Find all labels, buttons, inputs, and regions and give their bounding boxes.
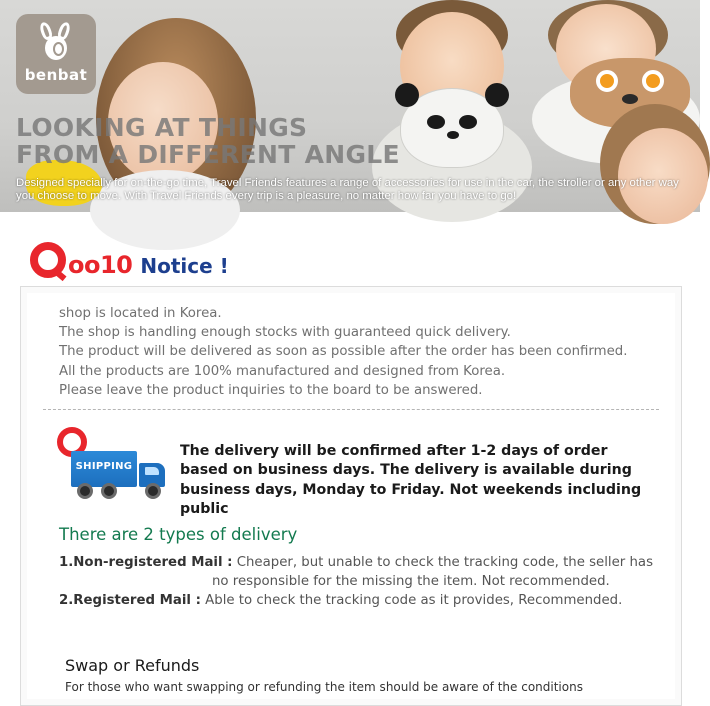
delivery-confirmation-text: The delivery will be confirmed after 1-2 days of order based on business days. The delivery is available during business days, Monday to Friday. Not weekends including public xyxy=(180,443,642,517)
benbat-logo-text: benbat xyxy=(24,66,88,84)
registered-mail-label: 2.Registered Mail : xyxy=(59,593,201,608)
shop-info-line: The product will be delivered as soon as possible after the order has been confirmed. xyxy=(59,344,628,360)
product-banner xyxy=(0,0,700,212)
qoo10-logo xyxy=(30,242,132,278)
shop-info-line: The shop is handling enough stocks with guaranteed quick delivery. xyxy=(59,325,511,341)
notice-title xyxy=(30,234,229,278)
shipping-label: SHIPPING xyxy=(75,461,133,472)
notice-heading: Notice ! xyxy=(140,254,229,278)
qoo10-q-icon xyxy=(30,242,66,278)
truck-wheel xyxy=(145,483,161,499)
banner-headline-line-1: LOOKING AT THINGS xyxy=(16,113,308,142)
truck-wheel xyxy=(101,483,117,499)
banner-description: Designed specially for on-the-go time, Travel Friends features a range of accessories for use in the car, the stroller or any other way you choose to move. With Travel Friends every trip is a pleasure, no matter how far you have to go! xyxy=(16,177,679,202)
registered-mail-row xyxy=(59,591,622,610)
swap-refunds-heading: Swap or Refunds xyxy=(65,656,200,675)
banner-headline xyxy=(16,114,496,168)
shipping-truck-icon xyxy=(57,427,167,501)
swap-refunds-text: For those who want swapping or refunding the item should be aware of the conditions xyxy=(65,680,583,694)
shop-info-line: Please leave the product inquiries to the board to be answered. xyxy=(59,382,483,398)
truck-wheel xyxy=(77,483,93,499)
non-registered-mail-desc-cont: no responsible for the missing the item. Not recommended. xyxy=(212,574,610,589)
bunny-icon xyxy=(39,22,73,62)
non-registered-mail-desc: Cheaper, but unable to check the tracking code, the seller has xyxy=(236,555,654,570)
registered-mail-desc: Able to check the tracking code as it provides, Recommended. xyxy=(205,593,623,608)
banner-headline-line-2: FROM A DIFFERENT ANGLE xyxy=(16,140,400,169)
non-registered-mail-row xyxy=(59,553,653,572)
benbat-logo xyxy=(16,14,96,94)
delivery-types-heading: There are 2 types of delivery xyxy=(59,525,298,544)
dashed-divider xyxy=(43,409,659,410)
qoo10-logo-text: oo10 xyxy=(68,251,133,279)
shop-info-line: shop is located in Korea. xyxy=(59,306,222,321)
non-registered-mail-label: 1.Non-registered Mail : xyxy=(59,555,233,570)
shop-info-line: All the products are 100% manufactured and designed from Korea. xyxy=(59,363,506,379)
bottom-right-kid-face-image xyxy=(618,128,708,224)
shop-info-list xyxy=(59,304,627,400)
notice-box xyxy=(20,286,682,706)
